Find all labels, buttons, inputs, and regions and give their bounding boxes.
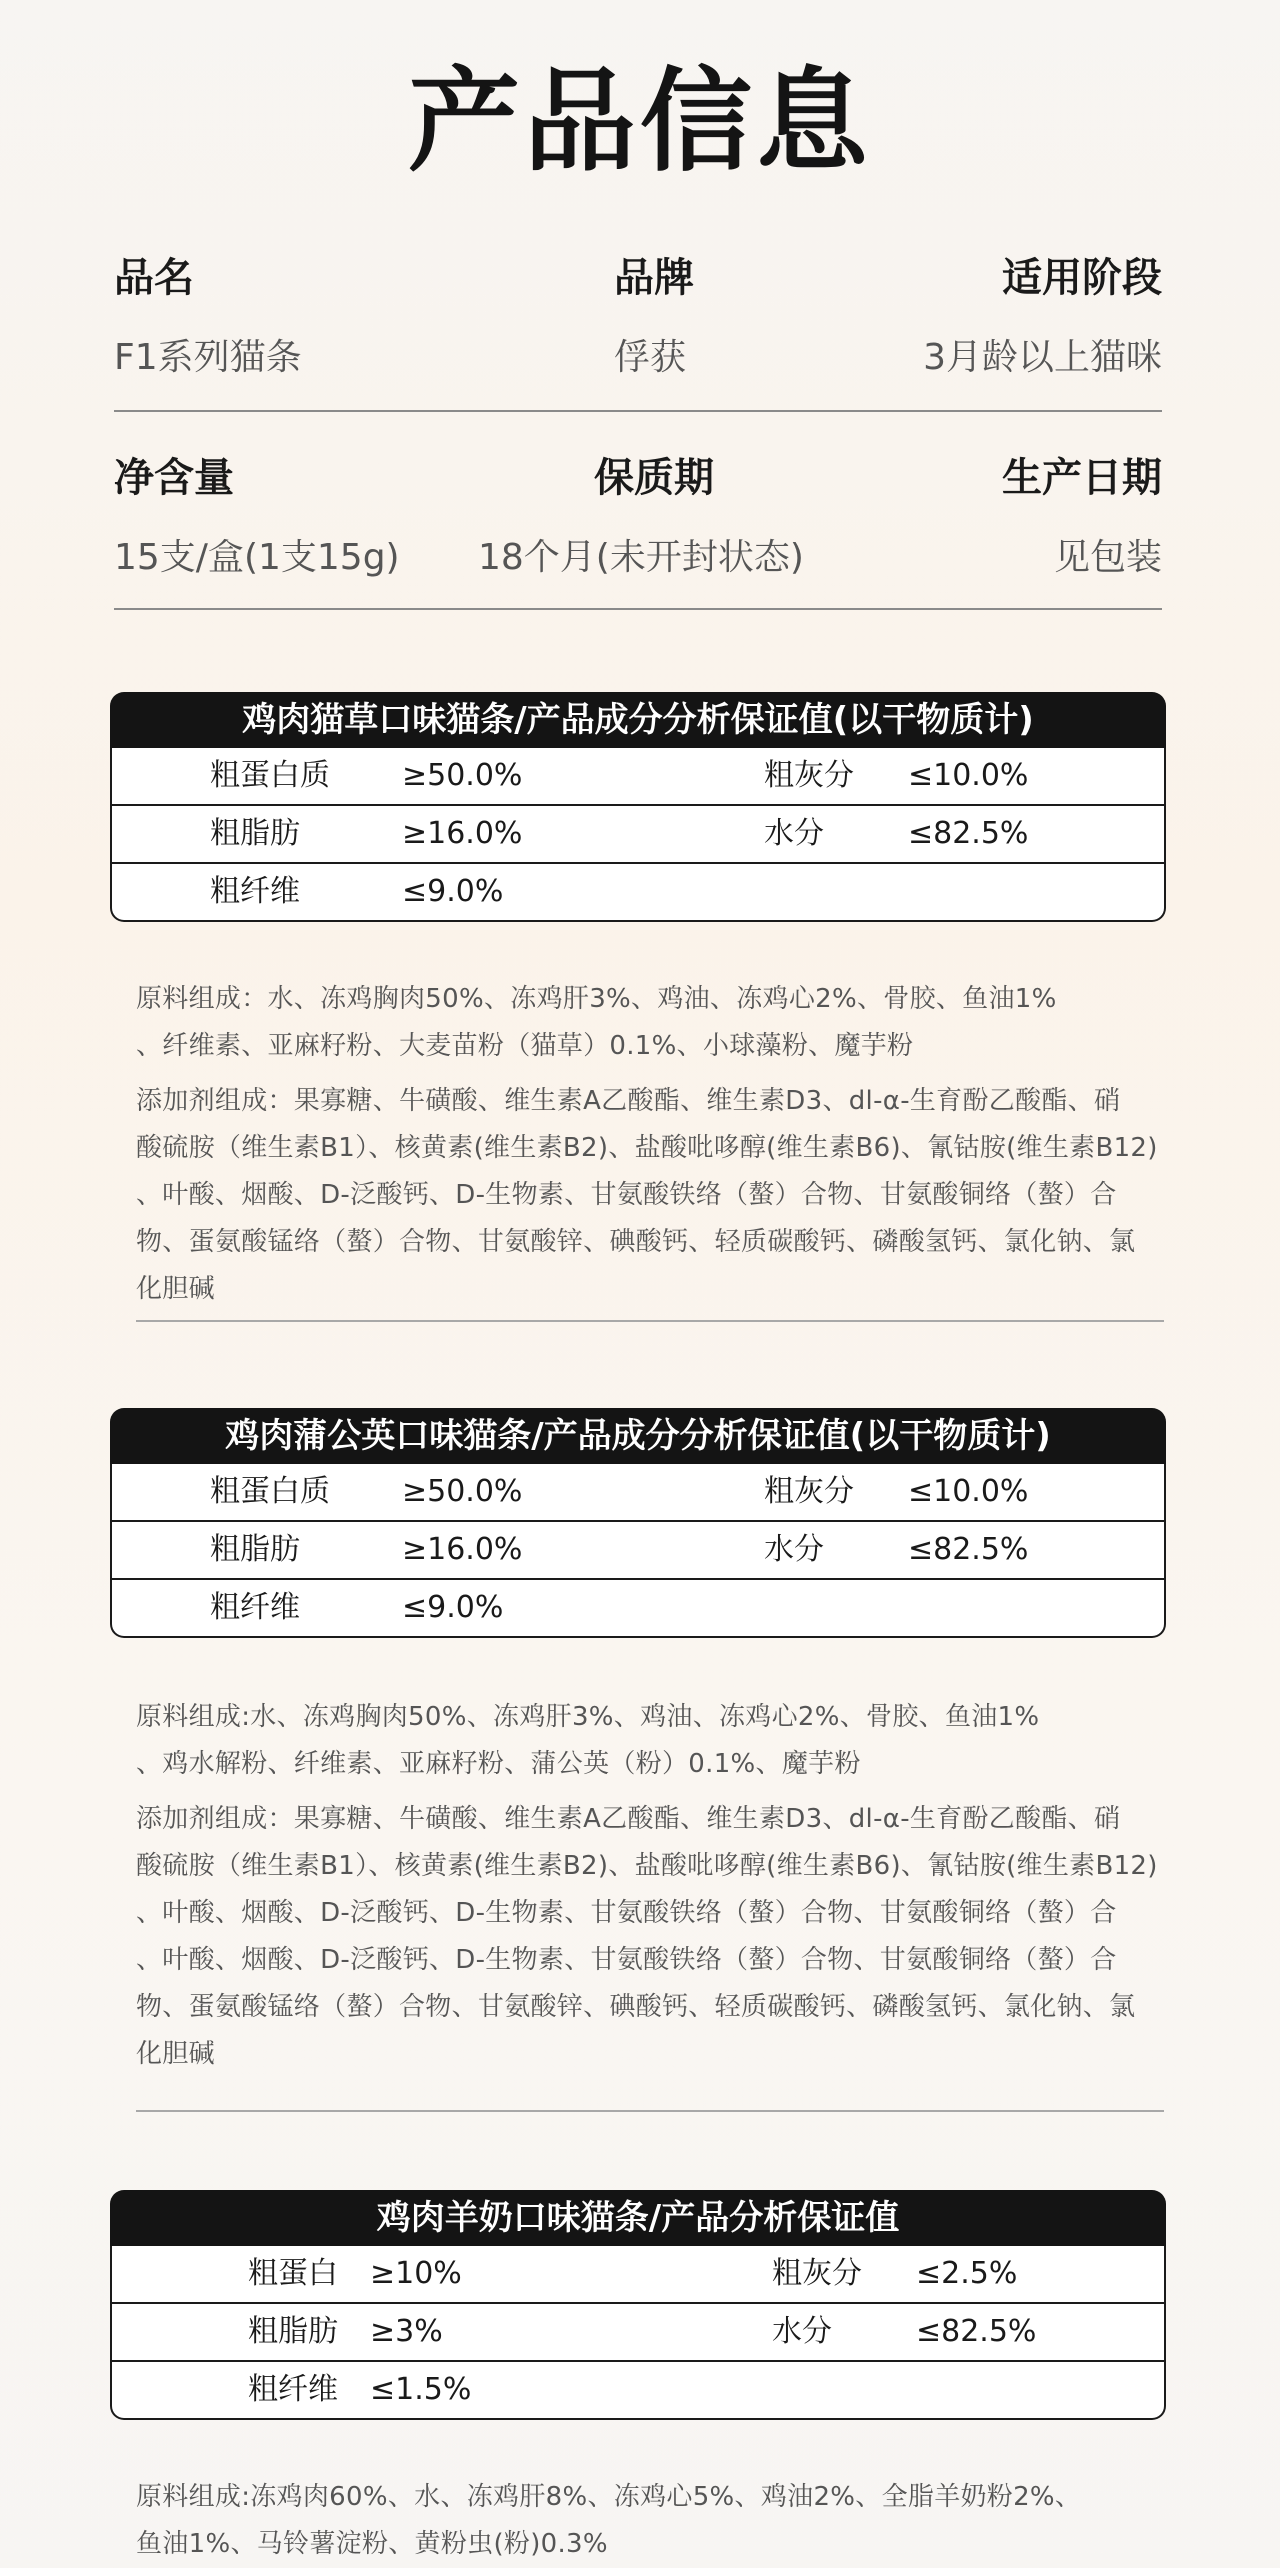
- nutrient-name: 粗纤维: [210, 874, 300, 909]
- nutrient-name: 粗脂肪: [248, 2314, 338, 2349]
- table-row: [112, 2304, 1164, 2362]
- nutrient-name: 粗脂肪: [210, 816, 300, 851]
- nutrient-value: ≥50.0%: [402, 758, 523, 793]
- table-body: [110, 1464, 1166, 1638]
- info-cell-brand: [614, 250, 694, 386]
- info-label: 适用阶段: [1002, 255, 1162, 301]
- table-row: [112, 2246, 1164, 2304]
- info-cell-name: [114, 250, 302, 386]
- nutrient-name: 粗灰分: [764, 758, 854, 793]
- page-title: 产品信息: [408, 57, 872, 187]
- text-line: 、鸡水解粉、纤维素、亚麻籽粉、蒲公英（粉）0.1%、魔芋粉: [136, 1749, 861, 1779]
- nutrient-name: 水分: [764, 1532, 824, 1567]
- text-line: 原料组成:冻鸡肉60%、水、冻鸡肝8%、冻鸡心5%、鸡油2%、全脂羊奶粉2%、: [136, 2482, 1082, 2512]
- nutrient-name: 粗纤维: [248, 2372, 338, 2407]
- nutrient-value: ≤9.0%: [402, 1590, 504, 1625]
- nutrient-value: ≥16.0%: [402, 1532, 523, 1567]
- table-row: [112, 2362, 1164, 2418]
- divider: [114, 410, 1162, 412]
- text-line: 、纤维素、亚麻籽粉、大麦苗粉（猫草）0.1%、小球藻粉、魔芋粉: [136, 1031, 914, 1061]
- product-info-grid: [114, 250, 1162, 650]
- table-row: [112, 1522, 1164, 1580]
- ingredients-paragraph: [136, 1694, 1186, 1788]
- text-line: 原料组成：水、冻鸡胸肉50%、冻鸡肝3%、鸡油、冻鸡心2%、骨胶、鱼油1%: [136, 984, 1057, 1014]
- text-line: 、叶酸、烟酸、D-泛酸钙、D-生物素、甘氨酸铁络（螯）合物、甘氨酸铜络（螯）合: [136, 1898, 1117, 1928]
- table-title: 鸡肉猫草口味猫条/产品成分分析保证值(以干物质计): [110, 692, 1166, 748]
- nutrient-name: 粗灰分: [764, 1474, 854, 1509]
- nutrient-name: 粗纤维: [210, 1590, 300, 1625]
- additives-paragraph: [136, 1796, 1186, 2078]
- text-line: 、叶酸、烟酸、D-泛酸钙、D-生物素、甘氨酸铁络（螯）合物、甘氨酸铜络（螯）合: [136, 1945, 1117, 1975]
- info-label: 品名: [114, 255, 194, 301]
- ingredients-paragraph: [136, 2474, 1186, 2568]
- nutrient-value: ≤82.5%: [908, 1532, 1029, 1567]
- info-value: 15支/盒(1支15g): [114, 537, 400, 578]
- info-cell-net-content: [114, 450, 400, 586]
- analysis-table-3: [110, 2190, 1166, 2420]
- info-row: [114, 250, 1162, 450]
- analysis-table-2: [110, 1408, 1166, 1638]
- nutrient-name: 粗蛋白质: [210, 758, 330, 793]
- info-label: 品牌: [614, 255, 694, 301]
- table-row: [112, 748, 1164, 806]
- text-line: 化胆碱: [136, 2039, 215, 2069]
- table-title: 鸡肉羊奶口味猫条/产品分析保证值: [110, 2190, 1166, 2246]
- table-row: [112, 864, 1164, 920]
- table-row: [112, 1580, 1164, 1636]
- text-line: 化胆碱: [136, 1274, 215, 1304]
- analysis-table-1: [110, 692, 1166, 922]
- info-row: [114, 450, 1162, 650]
- info-value: 见包装: [1053, 537, 1162, 578]
- text-line: 物、蛋氨酸锰络（螯）合物、甘氨酸锌、碘酸钙、轻质碳酸钙、磷酸氢钙、氯化钠、氯: [136, 1992, 1136, 2022]
- divider: [136, 2110, 1164, 2112]
- nutrient-value: ≤82.5%: [908, 816, 1029, 851]
- text-line: 添加剂组成：果寡糖、牛磺酸、维生素A乙酸酯、维生素D3、dl-α-生育酚乙酸酯、硝: [136, 1086, 1121, 1116]
- ingredients-paragraph: [136, 976, 1186, 1070]
- table-title: 鸡肉蒲公英口味猫条/产品成分分析保证值(以干物质计): [110, 1408, 1166, 1464]
- text-line: 酸硫胺（维生素B1）、核黄素(维生素B2)、盐酸吡哆醇(维生素B6)、氰钴胺(维生素B12): [136, 1133, 1158, 1163]
- info-label: 保质期: [594, 455, 714, 501]
- nutrient-name: 粗灰分: [772, 2256, 862, 2291]
- text-line: 鱼油1%、马铃薯淀粉、黄粉虫(粉)0.3%: [136, 2529, 608, 2559]
- nutrient-name: 粗蛋白: [248, 2256, 338, 2291]
- divider: [114, 608, 1162, 610]
- nutrient-value: ≤9.0%: [402, 874, 504, 909]
- nutrient-name: 粗蛋白质: [210, 1474, 330, 1509]
- nutrient-name: 水分: [772, 2314, 832, 2349]
- table-body: [110, 748, 1166, 922]
- nutrient-name: 水分: [764, 816, 824, 851]
- info-label: 净含量: [114, 455, 234, 501]
- info-value: 3月龄以上猫咪: [923, 337, 1162, 378]
- nutrient-value: ≤2.5%: [916, 2256, 1018, 2291]
- text-line: 酸硫胺（维生素B1）、核黄素(维生素B2)、盐酸吡哆醇(维生素B6)、氰钴胺(维生素B12): [136, 1851, 1158, 1881]
- divider: [136, 1320, 1164, 1322]
- info-cell-production-date: [1002, 450, 1162, 586]
- text-line: 、叶酸、烟酸、D-泛酸钙、D-生物素、甘氨酸铁络（螯）合物、甘氨酸铜络（螯）合: [136, 1180, 1117, 1210]
- info-value: F1系列猫条: [114, 337, 302, 378]
- nutrient-name: 粗脂肪: [210, 1532, 300, 1567]
- info-cell-shelf-life: [478, 450, 804, 586]
- nutrient-value: ≤10.0%: [908, 758, 1029, 793]
- nutrient-value: ≥3%: [370, 2314, 443, 2349]
- nutrient-value: ≤10.0%: [908, 1474, 1029, 1509]
- table-body: [110, 2246, 1166, 2420]
- text-line: 原料组成:水、冻鸡胸肉50%、冻鸡肝3%、鸡油、冻鸡心2%、骨胶、鱼油1%: [136, 1702, 1040, 1732]
- info-value: 俘获: [614, 337, 687, 378]
- info-cell-stage: [923, 250, 1162, 386]
- table-row: [112, 806, 1164, 864]
- nutrient-value: ≥50.0%: [402, 1474, 523, 1509]
- nutrient-value: ≤1.5%: [370, 2372, 472, 2407]
- info-value: 18个月(未开封状态): [478, 537, 804, 578]
- table-row: [112, 1464, 1164, 1522]
- nutrient-value: ≥10%: [370, 2256, 462, 2291]
- text-line: 添加剂组成：果寡糖、牛磺酸、维生素A乙酸酯、维生素D3、dl-α-生育酚乙酸酯、硝: [136, 1804, 1121, 1834]
- nutrient-value: ≥16.0%: [402, 816, 523, 851]
- text-line: 物、蛋氨酸锰络（螯）合物、甘氨酸锌、碘酸钙、轻质碳酸钙、磷酸氢钙、氯化钠、氯: [136, 1227, 1136, 1257]
- info-label: 生产日期: [1002, 455, 1162, 501]
- nutrient-value: ≤82.5%: [916, 2314, 1037, 2349]
- additives-paragraph: [136, 1078, 1186, 1313]
